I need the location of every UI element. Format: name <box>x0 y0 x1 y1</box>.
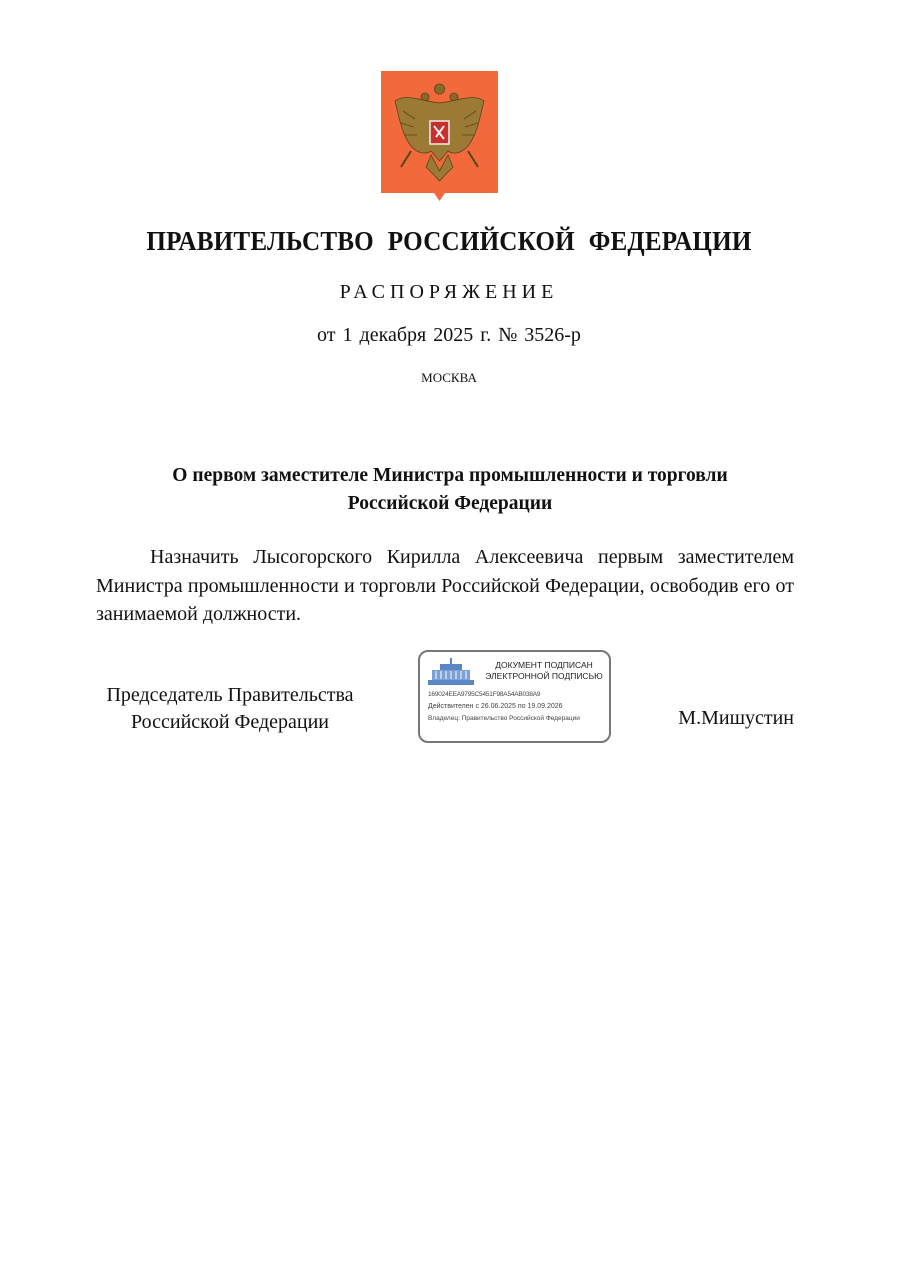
document-type: РАСПОРЯЖЕНИЕ <box>339 281 559 303</box>
electronic-signature-stamp <box>418 650 611 743</box>
coat-of-arms-icon <box>381 71 498 201</box>
document-date-number: от 1 декабря 2025 г. № 3526-р <box>317 324 581 346</box>
subject-line-1: О первом заместителе Министра промышленности и торговли <box>172 465 728 486</box>
stamp-heading-line-1: ДОКУМЕНТ ПОДПИСАН <box>495 660 593 670</box>
government-building-icon <box>428 658 474 686</box>
document-city: МОСКВА <box>421 370 477 385</box>
stamp-heading-line-2: ЭЛЕКТРОННОЙ ПОДПИСЬЮ <box>485 671 603 681</box>
signer-position <box>90 682 370 736</box>
certificate-owner: Владелец: Правительство Российской Федерации <box>428 715 580 722</box>
signer-name: М.Мишустин <box>678 707 794 729</box>
signer-position-line-2: Российской Федерации <box>130 711 330 733</box>
stamp-heading <box>480 660 608 682</box>
subject-line-2: Российской Федерации <box>347 493 553 514</box>
document-subject <box>100 462 800 518</box>
document-body: Назначить Лысогорского Кирилла Алексеевича первым заместителем Министра промышленности и торговли Российской Федерации, освободив его от занимаемой должности. <box>96 546 794 625</box>
certificate-validity: Действителен с 26.06.2025 по 19.09.2026 <box>428 703 563 710</box>
certificate-number: 169024EEA9795C5451F98A54AB038A9 <box>428 691 541 698</box>
government-title: ПРАВИТЕЛЬСТВО РОССИЙСКОЙ ФЕДЕРАЦИИ <box>146 226 752 256</box>
signer-position-line-1: Председатель Правительства <box>106 684 354 706</box>
